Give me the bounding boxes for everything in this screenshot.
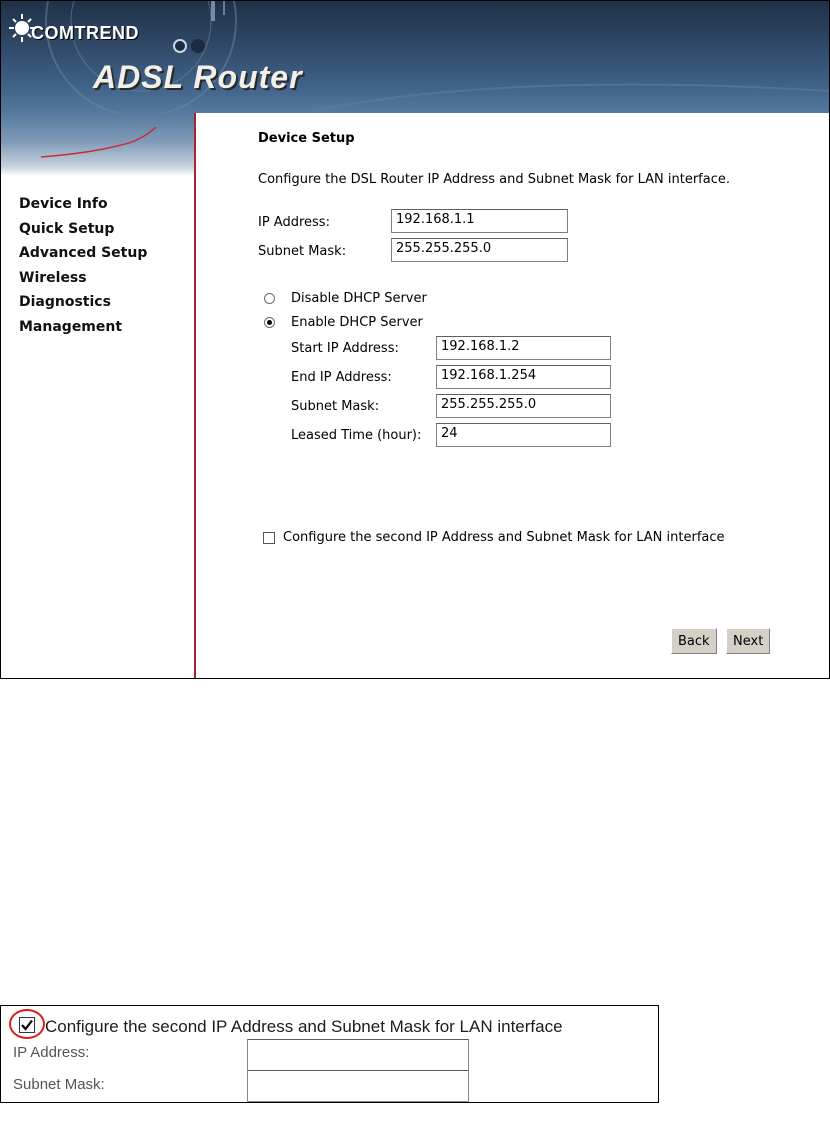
- dhcp-subnet-mask-input[interactable]: 255.255.255.0: [436, 394, 611, 418]
- disable-dhcp-label: Disable DHCP Server: [291, 291, 427, 306]
- start-ip-label: Start IP Address:: [291, 341, 399, 356]
- menu-item-wireless[interactable]: Wireless: [19, 269, 87, 286]
- second-ip-address-input[interactable]: [247, 1039, 469, 1071]
- ip-address-label: IP Address:: [258, 215, 330, 230]
- ip-address-input[interactable]: 192.168.1.1: [391, 209, 568, 233]
- second-ip-checkbox-label-detail: Configure the second IP Address and Subnet Mask for LAN interface: [45, 1017, 563, 1036]
- logo-text: COMTREND: [31, 23, 139, 43]
- second-ip-address-label: IP Address:: [13, 1044, 90, 1061]
- lease-time-label: Leased Time (hour):: [291, 428, 422, 443]
- second-ip-detail-screenshot: [0, 1005, 659, 1103]
- sidebar-fade: [1, 113, 194, 176]
- end-ip-label: End IP Address:: [291, 370, 392, 385]
- page-title: Device Setup: [258, 131, 355, 146]
- start-ip-input[interactable]: 192.168.1.2: [436, 336, 611, 360]
- dhcp-subnet-mask-label: Subnet Mask:: [291, 399, 380, 414]
- next-button[interactable]: Next: [726, 628, 770, 654]
- banner-decoration: [1, 1, 829, 113]
- second-subnet-mask-label: Subnet Mask:: [13, 1076, 105, 1093]
- menu-item-management[interactable]: Management: [19, 318, 123, 335]
- page-description: Configure the DSL Router IP Address and Subnet Mask for LAN interface.: [258, 172, 730, 187]
- content-tab-corner: [196, 113, 829, 133]
- highlight-circle: [9, 1009, 45, 1039]
- subnet-mask-input[interactable]: 255.255.255.0: [391, 238, 568, 262]
- logo-dot-icon: [191, 39, 205, 53]
- radio-selected-dot: [267, 320, 272, 325]
- enable-dhcp-radio[interactable]: [264, 317, 275, 328]
- second-subnet-mask-input[interactable]: [247, 1070, 469, 1102]
- second-ip-checkbox[interactable]: [263, 532, 275, 544]
- disable-dhcp-radio[interactable]: [264, 293, 275, 304]
- signal-line-graphic: [1, 113, 194, 176]
- lease-time-input[interactable]: 24: [436, 423, 611, 447]
- header-banner: [1, 1, 829, 113]
- product-title: ADSL Router: [93, 59, 303, 95]
- sidebar-menu: [19, 192, 147, 339]
- enable-dhcp-label: Enable DHCP Server: [291, 315, 423, 330]
- end-ip-input[interactable]: 192.168.1.254: [436, 365, 611, 389]
- menu-item-quick-setup[interactable]: Quick Setup: [19, 220, 115, 237]
- logo-ring-icon: [173, 39, 187, 53]
- subnet-mask-label: Subnet Mask:: [258, 244, 347, 259]
- menu-item-advanced-setup[interactable]: Advanced Setup: [19, 245, 148, 261]
- menu-item-device-info[interactable]: Device Info: [19, 196, 108, 212]
- menu-item-diagnostics[interactable]: Diagnostics: [19, 294, 111, 310]
- second-ip-checkbox-label: Configure the second IP Address and Subnet Mask for LAN interface: [283, 530, 725, 545]
- back-button[interactable]: Back: [671, 628, 717, 654]
